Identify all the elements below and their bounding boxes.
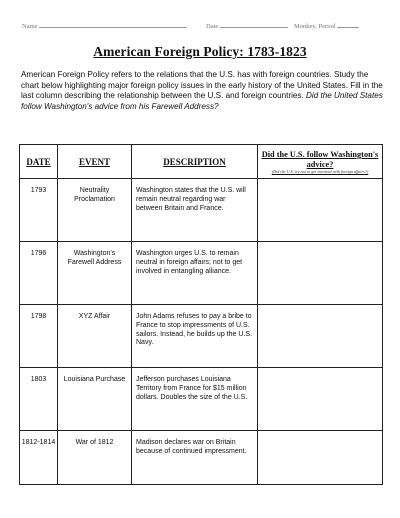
row-event: XYZ Affair bbox=[58, 305, 132, 368]
intro-paragraph bbox=[21, 70, 383, 112]
row-description: Jefferson purchases Louisiana Territory from France for $15 million dollars. Doubles the size of the U.S. bbox=[132, 368, 258, 431]
row-event: Washington's Farewell Address bbox=[58, 242, 132, 305]
foreign-policy-chart bbox=[19, 144, 383, 485]
intro-text: American Foreign Policy refers to the relations that the U.S. has with foreign countries. Study the chart below highlighting major foreign policy issues in the early history of the United States. Fill in the last column describing the relationship between the U.S. and foreign countries. bbox=[21, 70, 383, 101]
period-blank bbox=[337, 22, 359, 28]
period-field[interactable] bbox=[294, 22, 359, 30]
row-date: 1796 bbox=[20, 242, 58, 305]
date-field[interactable] bbox=[206, 22, 288, 30]
row-event: Neutrality Proclamation bbox=[58, 179, 132, 242]
intro-question: Did the United States follow Washington's advice from his Farewell Address? bbox=[21, 91, 383, 111]
table-row bbox=[20, 368, 383, 431]
row-description: Washington states that the U.S. will remain neutral regarding war between Britain and France. bbox=[132, 179, 258, 242]
header-description: DESCRIPTION bbox=[132, 145, 258, 179]
row-description: John Adams refuses to pay a bribe to France to stop impressments of U.S. sailors. Instead, he builds up the U.S. Navy. bbox=[132, 305, 258, 368]
header-advice bbox=[258, 145, 383, 179]
row-date: 1798 bbox=[20, 305, 58, 368]
table-row bbox=[20, 431, 383, 485]
date-label: Date bbox=[206, 23, 219, 30]
row-event: Louisiana Purchase bbox=[58, 368, 132, 431]
page-title: American Foreign Policy: 1783-1823 bbox=[93, 44, 307, 59]
row-date: 1803 bbox=[20, 368, 58, 431]
date-blank bbox=[220, 22, 288, 28]
table-row bbox=[20, 179, 383, 242]
header-date: DATE bbox=[20, 145, 58, 179]
name-field[interactable] bbox=[22, 22, 187, 30]
table-row bbox=[20, 305, 383, 368]
header-advice-question: Did the U.S. follow Washington's advice? bbox=[261, 150, 379, 169]
table-header-row bbox=[20, 145, 383, 179]
row-answer-cell[interactable] bbox=[258, 242, 383, 305]
table-row bbox=[20, 242, 383, 305]
header-event: EVENT bbox=[58, 145, 132, 179]
period-label: Monkey, Period bbox=[294, 23, 336, 30]
row-description: Washington urges U.S. to remain neutral in foreign affairs; not to get involved in entangling alliance. bbox=[132, 242, 258, 305]
name-label: Name bbox=[22, 23, 38, 30]
row-answer-cell[interactable] bbox=[258, 368, 383, 431]
row-date: 1812-1814 bbox=[20, 431, 58, 485]
row-date: 1793 bbox=[20, 179, 58, 242]
row-answer-cell[interactable] bbox=[258, 431, 383, 485]
row-answer-cell[interactable] bbox=[258, 305, 383, 368]
row-event: War of 1812 bbox=[58, 431, 132, 485]
row-description: Madison declares war on Britain because of continued impressment. bbox=[132, 431, 258, 485]
name-blank bbox=[39, 22, 187, 28]
row-answer-cell[interactable] bbox=[258, 179, 383, 242]
header-advice-note: (Did the U.S. try not to get involved with foreign affairs?) bbox=[271, 169, 369, 174]
